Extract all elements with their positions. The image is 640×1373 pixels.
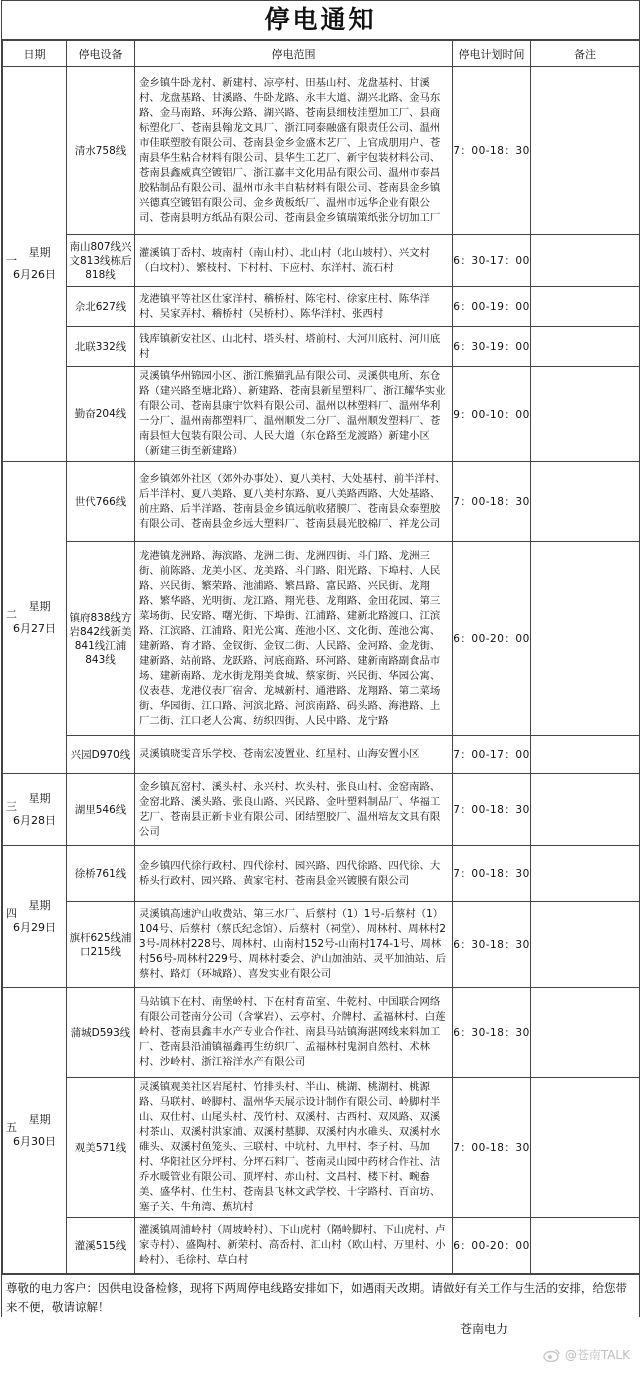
- note-cell: [531, 846, 640, 902]
- time-cell: 6：00-19：00: [453, 287, 531, 327]
- time-cell: 6：00-20：00: [453, 542, 531, 736]
- table-row: [3, 736, 640, 774]
- equipment-cell: 勤奋204线: [67, 367, 135, 462]
- day-index: 一: [6, 254, 17, 267]
- scope-cell: 灵溪镇高速沪山收费站、第三水厂、后蔡村（1）1号-后蔡村（1）104号、后蔡村（蔡氏纪念馆）、后蔡村（祠堂）、周林村、周林村23号-周林村228号、周林村、山南村152号-山南村174-1号、周林村56号-周林村229号、周林村委会、沪山加油站、灵平加油站、后蔡村、路灯（环城路）、喜发实业有限公司: [135, 902, 453, 988]
- time-cell: 7：00-18：30: [453, 774, 531, 846]
- day-cell: [3, 988, 67, 1274]
- note-cell: [531, 1218, 640, 1274]
- header-date: 日期: [3, 41, 67, 67]
- equipment-cell: 镇府838线方岩842线新美841线江浦843线: [67, 542, 135, 736]
- equipment-cell: 观美571线: [67, 1078, 135, 1218]
- time-cell: 7：00-18：30: [453, 67, 531, 235]
- equipment-cell: 南山807线兴文813线栋后818线: [67, 235, 135, 287]
- day-weekday: 星期: [28, 599, 51, 613]
- table-row: [3, 542, 640, 736]
- day-weekday: 星期: [28, 791, 51, 805]
- weibo-icon: [543, 1348, 561, 1362]
- day-index: 二: [6, 607, 17, 621]
- time-cell: 7：00-18：30: [453, 846, 531, 902]
- equipment-cell: 佘北627线: [67, 287, 135, 327]
- equipment-cell: 兴园D970线: [67, 736, 135, 774]
- note-cell: [531, 774, 640, 846]
- equipment-cell: 世代766线: [67, 462, 135, 542]
- equipment-cell: 徐桥761线: [67, 846, 135, 902]
- time-cell: 7：00-18：30: [453, 1078, 531, 1218]
- header-equipment: 停电设备: [67, 41, 135, 67]
- outage-table: [2, 40, 640, 1274]
- header-note: 备注: [531, 41, 640, 67]
- note-cell: [531, 462, 640, 542]
- table-row: [3, 67, 640, 235]
- scope-cell: 灌溪镇周浦岭村（周坡岭村）、下山虎村（隔岭脚村、下山虎村、卢家寺村）、盛陶村、新荣村、高岙村、汇山村（欧山村、万里村、小岭村）、毛徐村、草白村: [135, 1218, 453, 1274]
- table-row: [3, 988, 640, 1078]
- table-row: [3, 902, 640, 988]
- scope-cell: 钱库镇新安社区、山北村、塔头村、塔前村、大河川底村、河川底村: [135, 327, 453, 367]
- day-weekday: 星期: [28, 1112, 51, 1126]
- note-cell: [531, 736, 640, 774]
- table-body: [3, 67, 640, 1274]
- time-cell: 6：30-18：30: [453, 902, 531, 988]
- time-cell: 9：00-10：00: [453, 367, 531, 462]
- table-row: [3, 846, 640, 902]
- day-date: 6月28日: [13, 813, 56, 827]
- equipment-cell: 湖里546线: [67, 774, 135, 846]
- note-cell: [531, 902, 640, 988]
- scope-cell: 灵溪镇晓雯音乐学校、苍南宏凌置业、红星村、山海安置小区: [135, 736, 453, 774]
- equipment-cell: 旗杆625线浦口215线: [67, 902, 135, 988]
- footer-notice: 尊敬的电力客户：因供电设备检修，现将下两周停电线路安排如下，如遇雨天改期。请做好有关工作与生活的安排，给您带来不便，敬请谅解！: [2, 1274, 639, 1317]
- day-index: 五: [6, 1120, 17, 1134]
- scope-cell: 灵溪镇观美社区岩尾村、竹排头村、半山、桃湖、桃湖村、桃源路、马联村、岭脚村、温州华天展示设计制作有限公司、岭脚村半山、双仕村、山尾头村、茂竹村、双溪村、古西村、双凤路、双溪村茶山、双溪村洪家浦、双溪村墓脚、双溪村内水碓头、双溪村水碓头、双溪村鱼笼头、三联村、中坑村、九甲村、李子村、马加村、华阳社区分坪村、分坪石料厂、苍南灵山园中药材合作社、洁乔水暖管业有限公司、顶坪村、赤山村、文昌村、楼下村、畹畚美、盛华村、仕生村、苍南县飞林文武学校、十字路村、百亩坊、塞子关、牛角湾、蕉坑村: [135, 1078, 453, 1218]
- time-cell: 7：00-17：00: [453, 736, 531, 774]
- equipment-cell: 清水758线: [67, 67, 135, 235]
- header-scope: 停电范围: [135, 41, 453, 67]
- note-cell: [531, 327, 640, 367]
- day-index: 三: [6, 799, 17, 813]
- time-cell: 6：00-20：00: [453, 1218, 531, 1274]
- scope-cell: 灌溪镇丁岙村、坡南村（南山村）、北山村（北山坡村）、兴文村（白坟村）、繁枝村、下村村、下应村、东洋村、流石村: [135, 235, 453, 287]
- scope-cell: 金乡镇四代徐行政村、四代徐村、园兴路、四代徐路、四代徐、大桥头行政村、园兴路、黄家宅村、苍南县金兴镀膜有限公司: [135, 846, 453, 902]
- table-row: [3, 287, 640, 327]
- page-title: 停电通知: [2, 0, 639, 40]
- scope-cell: 金乡镇牛卧龙村、新建村、凉亭村、田基山村、龙盘基村、甘溪村、龙盘基路、甘溪路、牛卧龙路、永丰大道、湖兴北路、金马东路、金马南路、环海公路、湖兴路、苍南县细枝洼塑加工厂、县商标塑化厂、苍南县翰龙文具厂、浙江同泰融盛有限责任公司、温州市佳联塑胶有限公司、苍南县金乡金盛木艺厂、上官成朋用户、苍南县华生粘合材料有限公司、县华生工艺厂、新宇包装材料公司、苍南县鑫威真空镀铝厂、浙江嘉丰文化用品有限公司、温州市泰昌胶粘制品有限公司、温州市永丰自粘材料有限公司、苍南县金乡镇兴德真空镀铝有限公司、金乡黄板纸厂、温州市远华企业有限公司、苍南县明方纸品有限公司、苍南县金乡镇瑞策纸张分切加工厂: [135, 67, 453, 235]
- table-row: [3, 327, 640, 367]
- day-weekday: 星期: [28, 246, 51, 259]
- notice-sheet: [1, 0, 640, 1317]
- scope-cell: 金乡镇瓦窑村、溪头村、永兴村、坎头村、张良山村、金窑南路、金窑北路、溪头路、张良山路、兴民路、金叶塑料制品厂、华福工艺厂、苍南县正新卡业有限公司、团结塑胶厂、温州培友文具有限公司: [135, 774, 453, 846]
- note-cell: [531, 67, 640, 235]
- note-cell: [531, 235, 640, 287]
- day-date: 6月26日: [13, 268, 56, 281]
- day-date: 6月30日: [13, 1134, 56, 1148]
- scope-cell: 灵溪镇华州锦园小区、浙江熊猫乳品有限公司、灵溪供电所、东仓路（建兴路至塘北路）、新建路、苍南县新星塑料厂、浙江耀华实业有限公司、苍南县康宁饮料有限公司、温州以林塑料厂、温州华利一分厂、温州南都塑料厂、温州顺发二分厂、温州顺发塑料厂、苍南县恒大包装有限公司、人民大道（东仓路至龙渡路）新建小区（新建三街至新建路）: [135, 367, 453, 462]
- scope-cell: 金乡镇郊外社区（郊外办事处）、夏八美村、大处基村、前半洋村、后半洋村、夏八美路、夏八美村东路、夏八美路西路、大处基路、前庄路、后半洋路、苍南县金乡镇远航收猪膜厂、苍南县众泰塑胶有限公司、苍南县金乡远大塑料厂、苍南县晨光胶棉厂、祥龙公司: [135, 462, 453, 542]
- table-row: [3, 367, 640, 462]
- table-row: [3, 462, 640, 542]
- watermark-text: @苍南TALK: [564, 1348, 630, 1362]
- table-row: [3, 1218, 640, 1274]
- table-row: [3, 1078, 640, 1218]
- day-cell: [3, 462, 67, 774]
- day-cell: [3, 774, 67, 846]
- equipment-cell: 灌溪515线: [67, 1218, 135, 1274]
- day-date: 6月27日: [13, 621, 56, 635]
- time-cell: 6：30-17：00: [453, 235, 531, 287]
- day-date: 6月29日: [13, 920, 56, 934]
- note-cell: [531, 542, 640, 736]
- note-cell: [531, 1078, 640, 1218]
- scope-cell: 龙港镇平等社区仕家洋村、稽桥村、陈宅村、徐家庄村、陈华洋村、吴家弄村、稽桥村（吴桥村）、陈华洋村、张西村: [135, 287, 453, 327]
- day-weekday: 星期: [28, 898, 51, 912]
- signature: 苍南电力: [460, 1322, 509, 1336]
- table-row: [3, 774, 640, 846]
- day-index: 四: [6, 906, 17, 920]
- day-cell: [3, 846, 67, 988]
- watermark: [543, 1346, 630, 1363]
- equipment-cell: 蒲城D593线: [67, 988, 135, 1078]
- time-cell: 7：00-18：30: [453, 462, 531, 542]
- day-cell: [3, 67, 67, 462]
- note-cell: [531, 287, 640, 327]
- note-cell: [531, 367, 640, 462]
- table-row: [3, 235, 640, 287]
- time-cell: 6：30-19：00: [453, 327, 531, 367]
- table-header-row: [3, 41, 640, 67]
- scope-cell: 马站镇下在村、南堡岭村、下在村育苗室、牛乾村、中国联合网络有限公司苍南分公司（含掌岩）、云亭村、介牌村、孟福林村、白莲岭村、苍南县鑫丰水产专业合作社、南县马站镇海湛网线来料加工厂、苍南县沿浦镇福鑫再生纺织厂、孟福林村鬼洞自然村、术林村、沙岭村、浙江裕洋水产有限公司: [135, 988, 453, 1078]
- time-cell: 6：30-18：30: [453, 988, 531, 1078]
- header-time: 停电计划时间: [453, 41, 531, 67]
- note-cell: [531, 988, 640, 1078]
- scope-cell: 龙港镇龙洲路、海滨路、龙洲二街、龙洲四街、斗门路、龙洲三街、前陈路、龙美小区、龙美路、斗门路、阳光路、下埠村、人民路、兴民街、繁荣路、池浦路、繁昌路、富民路、兴民街、龙翔路、繁华路、光明街、龙江路、翔光巷、龙翔路、金田花园、第三菜场街、民安路、曙光街、下埠街、江浦路、建新北路渡口、江滨路、江滨路、江浦路、阳光公寓、莲池小区、文化街、莲池公寓、建新路、育才路、金钗街、金钗二街、人民路、金河路、金龙街、建新路、站前路、龙跃路、河底商路、环河路、建新南路副食品市场、建新南路、龙水街龙翔美食城、蔡家街、兴民街、华园公寓、仪表巷、龙港仪表厂宿舍、龙城新村、通港路、龙翔路、第二菜场街、华园街、江口路、河滨北路、河滨南路、码头路、海港路、上厂二街、江口老人公寓、纺织四街、人民中路、龙宁路: [135, 542, 453, 736]
- equipment-cell: 北联332线: [67, 327, 135, 367]
